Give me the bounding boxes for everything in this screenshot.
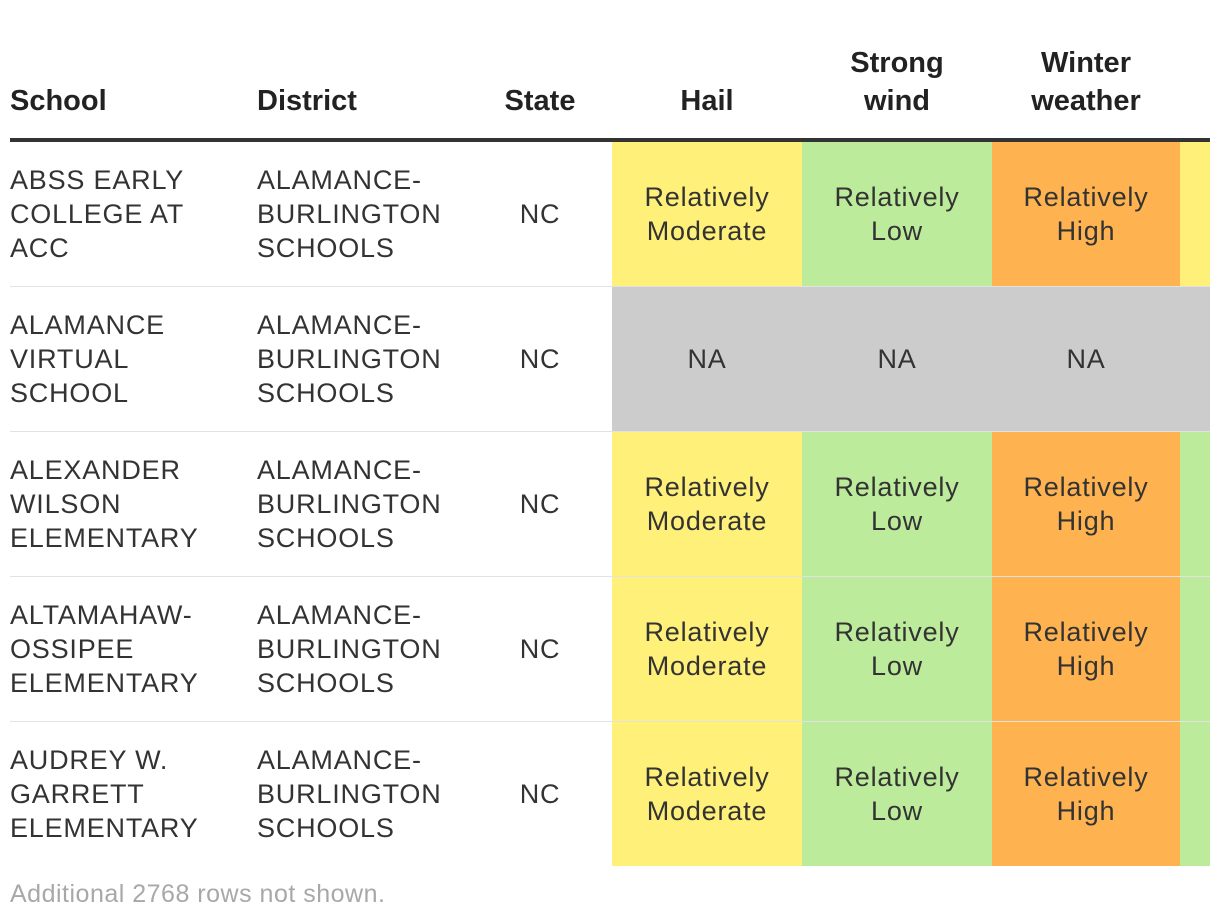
truncated-column-strip bbox=[1180, 287, 1210, 431]
table-body bbox=[10, 142, 1210, 866]
strong-wind-risk-cell: Relatively Low bbox=[802, 142, 992, 286]
winter-weather-risk-cell: NA bbox=[992, 287, 1180, 431]
table-row bbox=[10, 722, 1210, 866]
table-row bbox=[10, 287, 1210, 432]
winter-weather-risk-cell: Relatively High bbox=[992, 142, 1180, 286]
column-header-school[interactable]: School bbox=[10, 85, 107, 117]
hail-risk-cell: Relatively Moderate bbox=[612, 577, 802, 721]
column-header-district[interactable]: District bbox=[257, 85, 357, 117]
school-cell: ALEXANDER WILSON ELEMENTARY bbox=[10, 455, 199, 553]
data-table bbox=[10, 0, 1210, 866]
table-row bbox=[10, 142, 1210, 287]
strong-wind-risk-cell: NA bbox=[802, 287, 992, 431]
district-cell: ALAMANCE- BURLINGTON SCHOOLS bbox=[257, 165, 442, 263]
table-row bbox=[10, 577, 1210, 722]
table-header bbox=[10, 0, 1210, 142]
strong-wind-risk-cell: Relatively Low bbox=[802, 577, 992, 721]
truncated-column-strip bbox=[1180, 142, 1210, 286]
hail-risk-cell: NA bbox=[612, 287, 802, 431]
district-cell: ALAMANCE- BURLINGTON SCHOOLS bbox=[257, 745, 442, 843]
winter-weather-risk-cell: Relatively High bbox=[992, 577, 1180, 721]
district-cell: ALAMANCE- BURLINGTON SCHOOLS bbox=[257, 455, 442, 553]
state-cell: NC bbox=[519, 199, 561, 229]
school-cell: AUDREY W. GARRETT ELEMENTARY bbox=[10, 745, 199, 843]
strong-wind-risk-cell: Relatively Low bbox=[802, 432, 992, 576]
truncated-column-strip bbox=[1180, 432, 1210, 576]
state-cell: NC bbox=[519, 779, 561, 809]
hail-risk-cell: Relatively Moderate bbox=[612, 432, 802, 576]
winter-weather-risk-cell: Relatively High bbox=[992, 722, 1180, 866]
state-cell: NC bbox=[519, 344, 561, 374]
column-header-winter-weather[interactable]: Winter weather bbox=[1031, 47, 1141, 117]
district-cell: ALAMANCE- BURLINGTON SCHOOLS bbox=[257, 310, 442, 408]
truncated-column-strip bbox=[1180, 577, 1210, 721]
school-cell: ABSS EARLY COLLEGE AT ACC bbox=[10, 165, 185, 263]
column-header-hail[interactable]: Hail bbox=[680, 85, 734, 117]
school-cell: ALAMANCE VIRTUAL SCHOOL bbox=[10, 310, 165, 408]
column-header-strong-wind[interactable]: Strong wind bbox=[850, 47, 944, 117]
hail-risk-cell: Relatively Moderate bbox=[612, 722, 802, 866]
rows-not-shown-note: Additional 2768 rows not shown. bbox=[10, 880, 386, 908]
strong-wind-risk-cell: Relatively Low bbox=[802, 722, 992, 866]
school-cell: ALTAMAHAW- OSSIPEE ELEMENTARY bbox=[10, 600, 199, 698]
column-header-state[interactable]: State bbox=[504, 85, 576, 117]
district-cell: ALAMANCE- BURLINGTON SCHOOLS bbox=[257, 600, 442, 698]
state-cell: NC bbox=[519, 489, 561, 519]
truncated-column-strip bbox=[1180, 722, 1210, 866]
winter-weather-risk-cell: Relatively High bbox=[992, 432, 1180, 576]
state-cell: NC bbox=[519, 634, 561, 664]
table-row bbox=[10, 432, 1210, 577]
hail-risk-cell: Relatively Moderate bbox=[612, 142, 802, 286]
